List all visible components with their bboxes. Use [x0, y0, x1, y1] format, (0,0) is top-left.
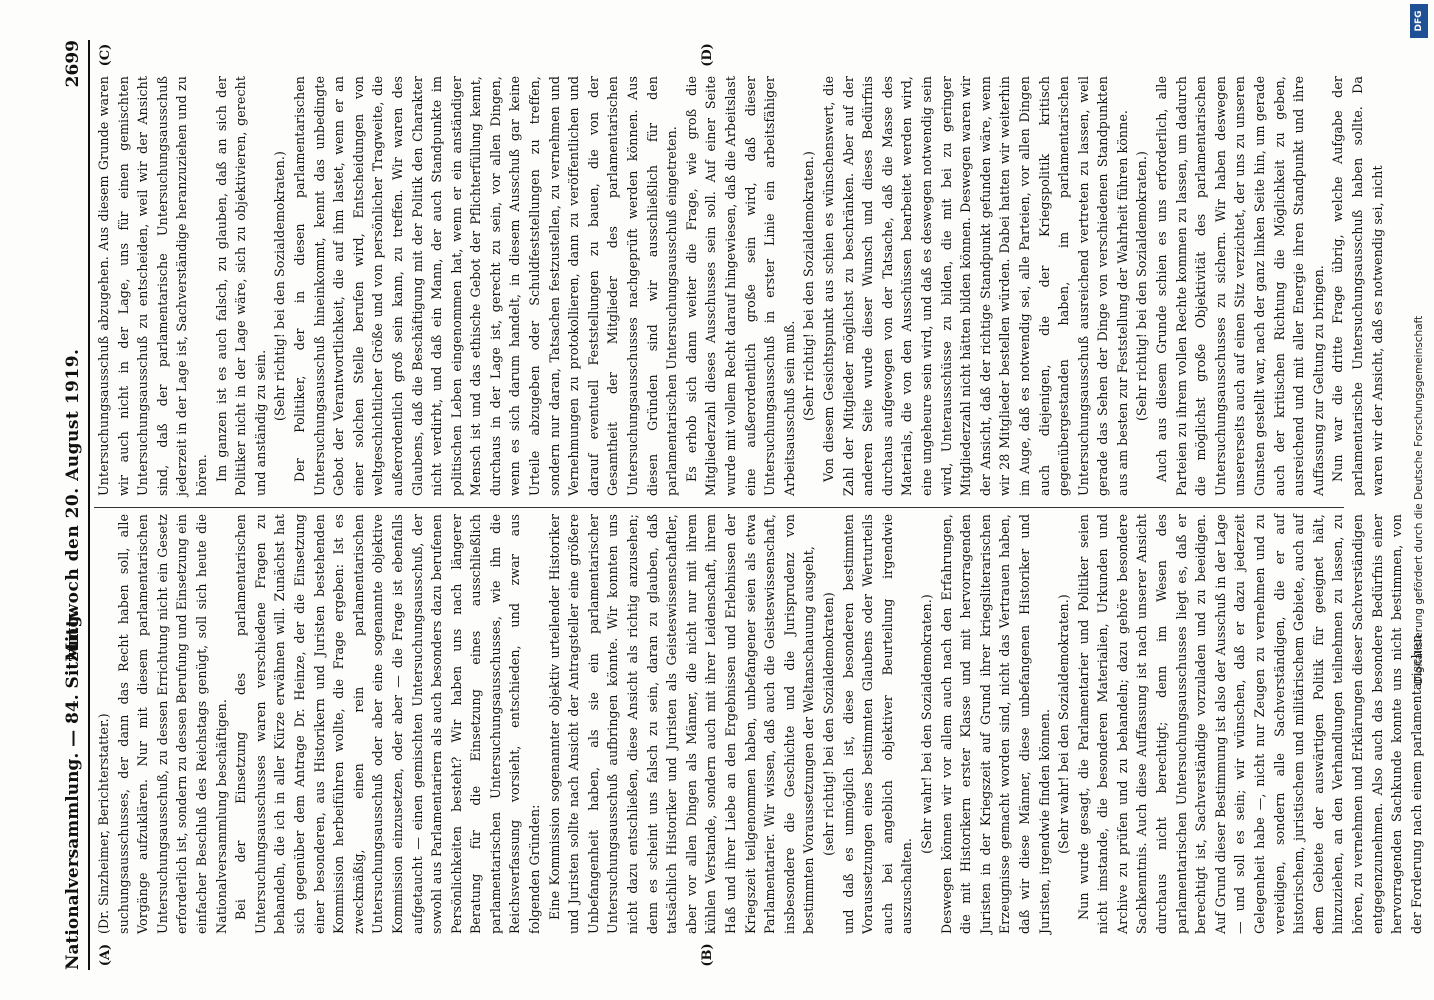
- digitization-credit: Digitalisierung gefördert durch die Deutsche Forschungsgemeinschaft: [1413, 315, 1425, 685]
- paragraph: (Dr. Sinzheimer, Berichterstatter.): [96, 713, 111, 934]
- paragraph: (Sehr wahr! bei den Sozialdemokraten.): [918, 594, 934, 854]
- column-divider: [94, 507, 1344, 508]
- paragraph: Der Politiker, der in diesen parlamentarischen Untersuchungsausschuß hineinkommt, kennt das unbedingte Gebot der Verantwortlichkeit, die auf ihm lastet, wenn er an einer solchen Stelle berufen wird, Entscheidungen von weltgeschichtlicher Größe und von persönlicher Tragweite, die außerordentlich groß sein kann, zu treffen. Wir waren des Glaubens, daß die Beschäftigung mit der Politik den Charakter nicht verdirbt, und daß ein Mann, der auch Standpunkte im politischen Leben eingenommen hat, wenn er ein anständiger Mensch ist und das ethische Gebot der Pflichterfüllung kennt, durchaus in der Lage ist, gerecht zu sein, vor allen Dingen, wenn es sich darum handelt, in diesem Ausschuß gar keine Urteile abzugeben oder Schuldfeststellungen zu treffen, sondern nur daran, Tatsachen festzustellen, zu vernehmen und Vernehmungen zu protokollieren, dann zu veröffentlichen und darauf eventuell Feststellungen zu bauen, die von der Gesamtheit der Mitglieder des parlamentarischen Untersuchungsausschusses nachgeprüft werden können. Aus diesen Gründen sind wir ausschließlich für den parlamentarischen Untersuchungsausschuß eingetreten.: [291, 76, 680, 496]
- paragraph: (Sehr richtig! bei den Sozialdemokraten.): [1134, 151, 1150, 421]
- margin-mark-b: (B): [700, 943, 715, 967]
- header-left: Nationalversammlung. — 84. Sitzung.: [63, 609, 83, 970]
- paragraph: Im ganzen ist es auch falsch, zu glauben, daß an sich der Politiker nicht in der Lage wäre, sich zu objektivieren, gerecht und anständig zu sein.: [213, 76, 268, 496]
- margin-mark-a: (A): [98, 943, 113, 967]
- paragraph: Nun wurde gesagt, die Parlamentarier und Politiker seien nicht imstande, die besonderen Materialien, Urkunden und Archive zu prüfen und zu behandeln; dazu gehöre besondere Sachkenntnis. Auch diese Auffassung ist nach unserer Ansicht durchaus nicht berechtigt; denn im Wesen des parlamentarischen Untersuchungsausschusses liegt es, daß er berechtigt ist, Sachverständige vorzuladen und zu beeidigen. Auf Grund dieser Bestimmung ist also der Ausschuß in der Lage — und soll es sein; wir wünschen, daß er dazu jederzeit Gelegenheit habe —, nicht nur Zeugen zu vernehmen und zu vereidigen, sondern alle Sachverständigen, die er auf historischem, juristischem und militärischem Gebiete, auch auf dem Gebiete der auswärtigen Politik für geeignet hält, hinzuziehen, an den Verhandlungen teilnehmen zu lassen, zu hören, zu vernehmen und Erklärungen dieser Sachverständigen entgegenzunehmen. Also auch das besondere Bedürfnis einer hervorragenden Sachkunde konnte uns nicht bestimmen, von der Forderung nach einem parlamentarischen: [1075, 514, 1424, 934]
- paragraph: (Sehr richtig! bei den Sozialdemokraten.): [272, 151, 288, 421]
- left-text-column: [94, 514, 1424, 934]
- paragraph: und daß es unmöglich ist, diese besonderen bestimmten Voraussetzungen eines bestimmten Glaubens oder Werturteils auch bei angeblich objektiver Beurteilung irgendwie auszuschalten.: [840, 514, 915, 934]
- side-credit-strip: [1406, 0, 1432, 1000]
- paragraph: (Sehr richtig! bei den Sozialdemokraten.): [801, 151, 817, 421]
- paragraph: Eine Kommission sogenannter objektiv urteilender Historiker und Juristen sollte nach Ansicht der Antragsteller eine größere Unbefangenheit haben, als sie ein parlamentarischer Untersuchungsausschuß aufbringen könnte. Wir konnten uns nicht dazu entschließen, diese Ansicht als richtig anzusehen; denn es scheint uns falsch zu sein, daran zu glauben, daß tatsächlich Historiker und Juristen als Geisteswissenschaftler, aber vor allen Dingen als Männer, die nicht nur mit ihrem kühlen Verstande, sondern auch mit ihrer Leidenschaft, ihrem Haß und ihrer Liebe an den Ergebnissen und Erlebnissen der Kriegszeit teilgenommen haben, unbefangener seien als etwa Parlamentarier. Wir wissen, daß auch die Geisteswissenschaft, insbesondere die Geschichte und die Jurisprudenz von bestimmten Voraussetzungen der Weltanschauung ausgeht,: [546, 514, 817, 934]
- paragraph: Nun war die dritte Frage übrig, welche Aufgabe der parlamentarische Untersuchungsausschuß haben sollte. Da waren wir der Ansicht, daß es notwendig sei, nicht: [1330, 76, 1385, 496]
- paragraph: (Sehr wahr! bei den Sozialdemokraten.): [1056, 594, 1072, 854]
- header-rule: [88, 40, 90, 970]
- right-text-column: [94, 76, 1385, 496]
- dfg-logo: DFG: [1410, 4, 1428, 38]
- header-date: Mittwoch den 20. August 1919.: [63, 348, 83, 662]
- margin-mark-d: (D): [700, 43, 715, 67]
- page-number: 2699: [63, 40, 83, 88]
- paragraph: Bei der Einsetzung des parlamentarischen Untersuchungsausschusses waren verschiedene Fragen zu behandeln, die ich in aller Kürze erwähnen will. Zunächst hat sich gegenüber dem Antrage Dr. Heinze, der die Einsetzung einer besonderen, aus Historikern und Juristen bestehenden Kommission herbeiführen wollte, die Frage ergeben: Ist es zweckmäßig, einen rein parlamentarischen Untersuchungsausschuß oder aber eine sogenannte objektive Kommission einzusetzen, oder aber — die Frage ist ebenfalls aufgetaucht — einen gemischten Untersuchungsausschuß, der sowohl aus Parlamentariern als auch besonders dazu berufenen Persönlichkeiten besteht? Wir haben uns nach längerer Beratung für die Einsetzung eines ausschließlich parlamentarischen Untersuchungsausschusses, wie ihn die Reichsverfassung vorsieht, entschieden, und zwar aus folgenden Gründen:: [233, 514, 543, 934]
- paragraph: Deswegen können wir vor allem auch nach den Erfahrungen, die mit Historikern erster Klasse und mit hervorragenden Juristen in der Kriegszeit auf Grund ihrer kriegsliterarischen Erzeugnisse gemacht worden sind, nicht das Vertrauen haben, daß wir diese Männer, diese unbefangenen Historiker und Juristen, irgendwie finden können.: [938, 514, 1052, 934]
- paragraph: suchungsausschusses, der dann das Recht haben soll, alle Vorgänge aufzuklären. Nur mit diesem parlamentarischen Untersuchungsausschuß, zu dessen Errichtung nicht ein Gesetz erforderlich ist, sondern zu dessen Berufung und Einsetzung ein einfacher Beschluß des Reichstags genügt, soll sich heute die Nationalversammlung beschäftigen.: [115, 514, 229, 934]
- paragraph: Es erhob sich dann weiter die Frage, wie groß die Mitgliederzahl dieses Ausschusses sein soll. Auf einer Seite wurde mit vollem Recht darauf hingewiesen, daß die Arbeitslast eine außerordentlich große sein wird, daß dieser Untersuchungsausschuß in erster Linie ein arbeitsfähiger Arbeitsausschuß sein muß.: [683, 76, 797, 496]
- paragraph: Untersuchungsausschuß abzugehen. Aus diesem Grunde waren wir auch nicht in der Lage, uns für einen gemischten Untersuchungsausschuß zu entscheiden, weil wir der Ansicht sind, daß der parlamentarische Untersuchungsausschuß jederzeit in der Lage ist, Sachverständige heranzuziehen und zu hören.: [96, 76, 209, 496]
- paragraph: (sehr richtig! bei den Sozialdemokraten): [820, 592, 836, 856]
- paragraph: Auch aus diesem Grunde schien es uns erforderlich, alle Parteien zu ihrem vollen Rechte kommen zu lassen, um dadurch die möglichst große Objektivität des parlamentarischen Untersuchungsausschusses zu sichern. Wir haben deswegen unsererseits auch auf einen Sitz verzichtet, der uns zu unseren Gunsten gestellt war, nach der ganz linken Seite hin, um gerade auch der kritischen Richtung die Möglichkeit zu geben, ausreichend und mit aller Energie ihren Standpunkt und ihre Auffassung zur Geltung zu bringen.: [1154, 76, 1326, 496]
- paragraph: Von diesem Gesichtspunkt aus schien es wünschenswert, die Zahl der Mitglieder möglichst zu beschränken. Aber auf der anderen Seite wurde dieser Wunsch und dieses Bedürfnis durchaus aufgewogen von der Tatsache, daß die Masse des Materials, die von den Ausschüssen bearbeitet werden wird, eine ungeheure sein wird, und daß es deswegen notwendig sein wird, Unterausschüsse zu bilden, die mit bei zu geringer Mitgliederzahl nicht hätten bilden können. Deswegen waren wir der Ansicht, daß der richtige Standpunkt gefunden wäre, wenn wir 28 Mitglieder bestellen würden. Dabei hatten wir weiterhin im Auge, daß es notwendig sei, alle Parteien, vor allen Dingen auch diejenigen, die der Kriegspolitik kritisch gegenübergestanden haben, im parlamentarischen Untersuchungsausschuß ausreichend vertreten zu lassen, weil gerade das Sehen der Dinge von verschiedenen Standpunkten aus am besten zur Feststellung der Wahrheit führen könne.: [820, 76, 1130, 496]
- margin-mark-c: (C): [98, 43, 113, 67]
- page-header: [60, 40, 86, 970]
